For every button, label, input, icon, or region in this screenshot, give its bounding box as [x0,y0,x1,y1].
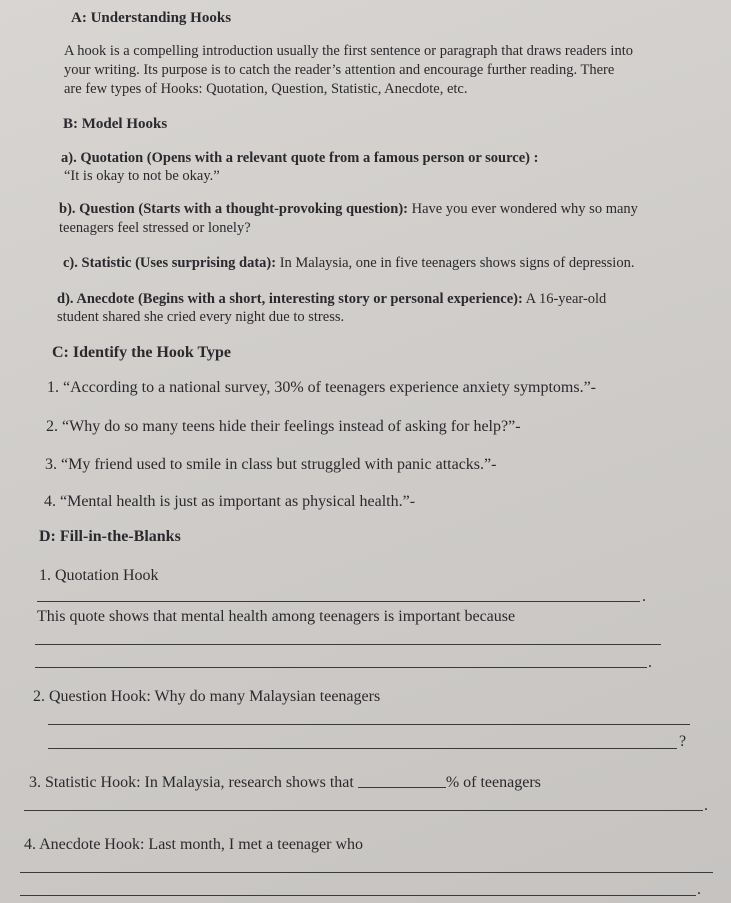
model-anecdote-label: d). Anecdote (Begins with a short, interesting story or personal experience): [57,291,523,307]
model-quotation-text: “It is okay to not be okay.” [64,168,220,184]
model-statistic-line [63,255,634,271]
identify-item-1: 1. “According to a national survey, 30% of teenagers experience anxiety symptoms.”- [47,379,596,396]
fill-q1-prompt: This quote shows that mental health among teenagers is important because [37,608,516,625]
fill-q3-blank-2[interactable] [24,810,703,811]
identify-item-3: 3. “My friend used to smile in class but struggled with panic attacks.”- [45,456,497,473]
model-question-label: b). Question (Starts with a thought-provoking question): [59,201,408,217]
fill-q1-period-2: . [648,654,652,671]
model-question-line-1 [59,201,638,217]
model-anecdote-line-1 [57,291,606,307]
fill-q1-blank-1[interactable] [37,601,640,602]
section-a-line-1: A hook is a compelling introduction usually the first sentence or paragraph that draws readers into [64,43,633,59]
fill-q4-blank-1[interactable] [20,872,713,873]
identify-item-2: 2. “Why do so many teens hide their feelings instead of asking for help?”- [46,418,521,435]
fill-q2-blank-1[interactable] [48,724,690,725]
identify-item-4: 4. “Mental health is just as important as physical health.”- [44,493,416,510]
model-quotation-label: a). Quotation (Opens with a relevant quote from a famous person or source) : [61,150,539,166]
section-a-line-3: are few types of Hooks: Quotation, Question, Statistic, Anecdote, etc. [64,81,468,97]
section-a-heading: A: Understanding Hooks [71,10,232,26]
section-a-line-2: your writing. Its purpose is to catch the reader’s attention and encourage further reading. There [64,62,615,78]
fill-q3-blank[interactable] [358,775,446,788]
fill-q4-title: 4. Anecdote Hook: Last month, I met a teenager who [24,836,364,853]
fill-q3-after: % of teenagers [445,774,541,791]
section-b-heading: B: Model Hooks [63,116,168,132]
model-statistic-label: c). Statistic (Uses surprising data): [63,255,277,271]
fill-q4-blank-2[interactable] [20,895,696,896]
fill-q1-period-1: . [642,588,646,605]
model-anecdote-text: A 16-year-old [525,291,607,307]
section-d-heading: D: Fill-in-the-Blanks [39,528,181,545]
fill-q3-line [29,774,541,792]
fill-q4-period: . [697,881,701,898]
fill-q1-blank-2[interactable] [35,644,661,645]
model-statistic-text: In Malaysia, one in five teenagers shows signs of depression. [279,255,635,271]
fill-q1-title: 1. Quotation Hook [39,567,159,584]
model-question-line-2: teenagers feel stressed or lonely? [59,220,251,236]
fill-q2-title: 2. Question Hook: Why do many Malaysian teenagers [33,688,381,705]
fill-q2-blank-2[interactable] [48,748,677,749]
fill-q1-blank-3[interactable] [35,667,647,668]
model-question-text: Have you ever wondered why so many [411,201,638,217]
fill-q2-question-mark: ? [679,733,687,750]
model-anecdote-line-2: student shared she cried every night due to stress. [57,309,345,325]
fill-q3-before: 3. Statistic Hook: In Malaysia, research shows that [29,774,354,791]
section-c-heading: C: Identify the Hook Type [52,344,231,361]
fill-q3-period: . [704,797,708,814]
